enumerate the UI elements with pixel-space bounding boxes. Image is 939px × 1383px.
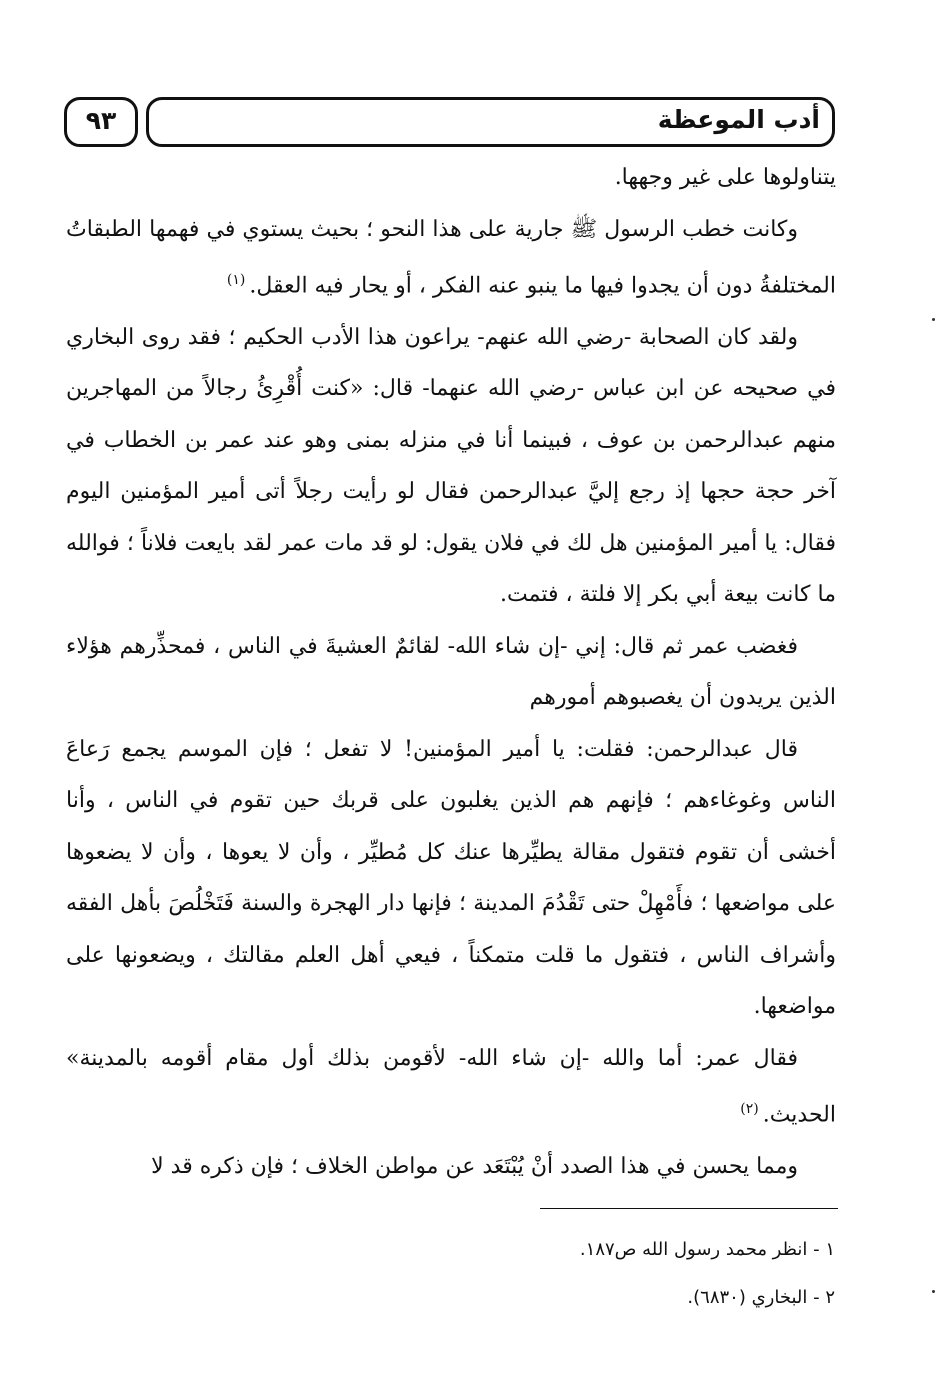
paragraph: ومما يحسن في هذا الصدد أنْ يُبْتَعَد عن مواطن الخلاف ؛ فإن ذكره قد لا <box>151 1154 798 1180</box>
paragraph: فغضب عمر ثم قال: إني -إن شاء الله- لقائمٌ العشيةَ في الناس ، فمحذِّرهم هؤلاء الذين يريدون أن يغصبوهم أمورهم <box>66 633 836 711</box>
footnote-item: ١ - انظر محمد رسول الله ص١٨٧. <box>579 1239 835 1260</box>
scan-mark <box>932 318 935 321</box>
paragraph: وكانت خطب الرسول ﷺ جارية على هذا النحو ؛ بحيث يستوي في فهمها الطبقاتُ المختلفةُ دون أن يجدوا فيها ما ينبو عنه الفكر ، أو يحار فيه العقل.$^{(١)}$ <box>66 216 836 299</box>
paragraph: ولقد كان الصحابة -رضي الله عنهم- يراعون هذا الأدب الحكيم ؛ فقد روى البخاري في صحيحه عن ابن عباس -رضي الله عنهما- قال: «كنت أُقْرِئُ رجالاً من المهاجرين منهم عبدالرحمن بن عوف ، فبينما أنا في منزله بمنى وهو عند عمر بن الخطاب في آخر حجة حجها إذ رجع إليَّ عبدالرحمن فقال لو رأيت رجلاً أتى أمير المؤمنين اليوم فقال: يا أمير المؤمنين هل لك في فلان يقول: لو قد مات عمر لقد بايعت فلاناً ؛ فوالله ما كانت بيعة أبي بكر إلا فلتة ، فتمت. <box>66 324 836 608</box>
running-title: أدب الموعظة <box>657 105 820 134</box>
footnote-item: ٢ - البخاري (٦٨٣٠). <box>687 1287 835 1308</box>
footnote-reference[interactable]: (١) <box>226 272 246 288</box>
running-header <box>146 97 835 147</box>
body-text <box>66 152 836 1193</box>
footnote-reference[interactable]: (٢) <box>740 1101 759 1118</box>
paragraph: فقال عمر: أما والله -إن شاء الله- لأقومن بذلك أول مقام أقومه بالمدينة» الحديث.$^{(٢)}$ <box>66 1045 836 1128</box>
scan-mark <box>932 1290 935 1293</box>
paragraph: يتناولوها على غير وجهها. <box>614 165 836 190</box>
footnote-divider <box>540 1208 838 1209</box>
page-number: ٩٣ <box>64 97 138 147</box>
footnotes <box>415 1226 835 1322</box>
paragraph: قال عبدالرحمن: فقلت: يا أمير المؤمنين! لا تفعل ؛ فإن الموسم يجمع رَعاعَ الناس وغوغاءهم ؛ فإنهم هم الذين يغلبون على قربك حين تقوم في الناس ، وأنا أخشى أن تقوم فتقول مقالة يطيِّرها عنك كل مُطيِّر ، وأن لا يعوها ، وأن لا يضعوها على مواضعها ؛ فأَمْهِلْ حتى تَقْدُمَ المدينة ؛ فإنها دار الهجرة والسنة فَتَخْلُصَ بأهل الفقه وأشراف الناس ، فتقول ما قلت متمكناً ، فيعي أهل العلم مقالتك ، ويضعونها على مواضعها. <box>66 736 836 1020</box>
